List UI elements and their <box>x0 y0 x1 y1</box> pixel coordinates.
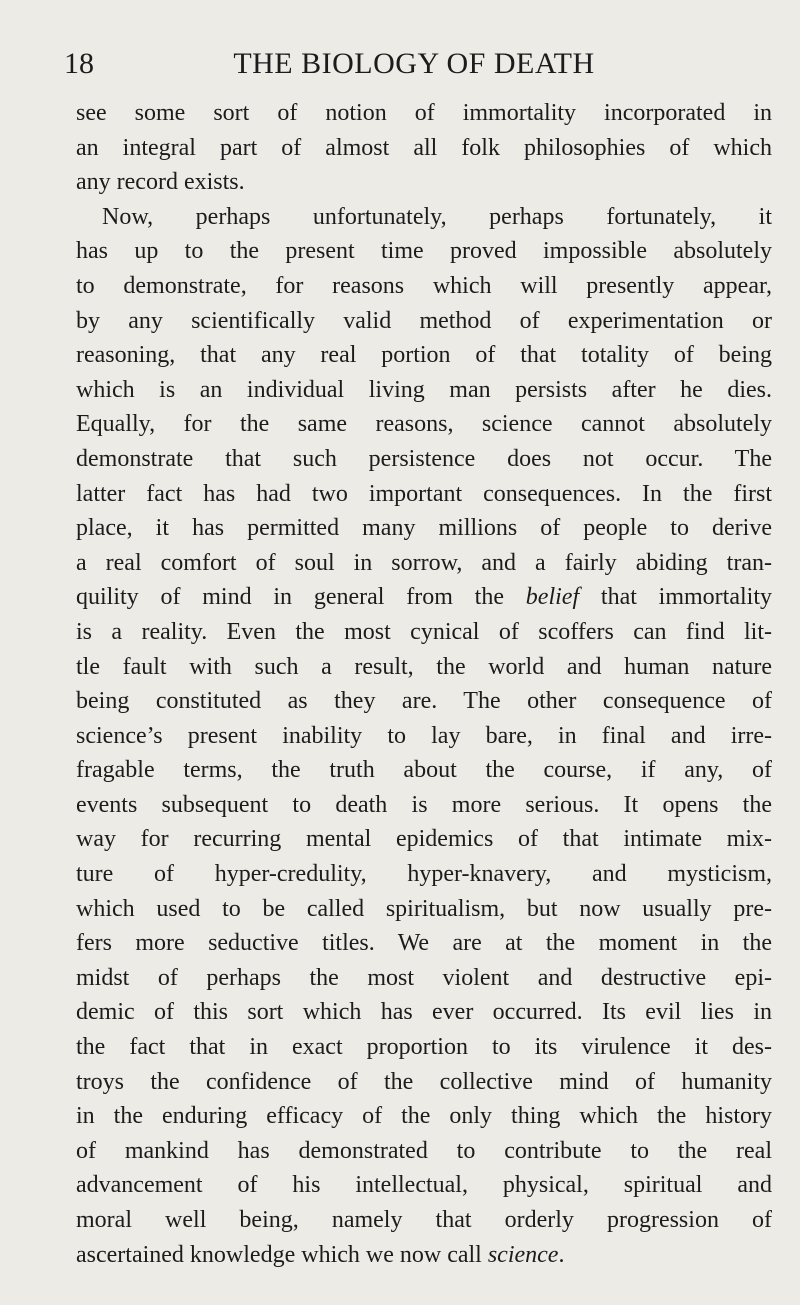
text-segment: . <box>558 1241 565 1268</box>
page-header <box>64 44 750 88</box>
text-line: in the enduring efficacy of the only thing which the history <box>76 1103 772 1130</box>
text-line: troys the confidence of the collective mind of humanity <box>76 1068 772 1095</box>
text-line: Equally, for the same reasons, science cannot absolutely <box>76 411 772 438</box>
text-line: events subsequent to death is more serious. It opens the <box>76 791 772 818</box>
text-line: way for recurring mental epidemics of that intimate mix- <box>76 826 772 853</box>
text-line: is a reality. Even the most cynical of scoffers can find lit- <box>76 618 772 645</box>
text-line: of mankind has demonstrated to contribute to the real <box>76 1137 772 1164</box>
text-line: has up to the present time proved impossible absolutely <box>76 238 772 265</box>
text-line: a real comfort of soul in sorrow, and a fairly abiding tran- <box>76 549 772 576</box>
page-number: 18 <box>64 47 94 80</box>
text-line: latter fact has had two important consequences. In the first <box>76 480 772 507</box>
body-paragraphs <box>76 96 772 1272</box>
text-line: midst of perhaps the most violent and destructive epi- <box>76 964 772 991</box>
text-line <box>76 1238 772 1273</box>
text-segment: ascertained knowledge which we now call <box>76 1241 488 1268</box>
text-segment: that immortality <box>579 584 772 611</box>
text-line: place, it has permitted many millions of people to derive <box>76 515 772 542</box>
text-line: ture of hyper-credulity, hyper-knavery, and mysticism, <box>76 861 772 888</box>
text-line: which is an individual living man persists after he dies. <box>76 376 772 403</box>
text-line: which used to be called spiritualism, but now usually pre- <box>76 895 772 922</box>
italic-word: science <box>487 1241 559 1268</box>
text-line: fragable terms, the truth about the course, if any, of <box>76 757 772 784</box>
text-line: any record exists. <box>76 169 245 196</box>
text-line: reasoning, that any real portion of that totality of being <box>76 342 772 369</box>
text-line: the fact that in exact proportion to its virulence it des- <box>76 1034 772 1061</box>
text-line: demic of this sort which has ever occurred. Its evil lies in <box>76 999 772 1026</box>
italic-word: belief <box>525 584 580 611</box>
text-line: Now, perhaps unfortunately, perhaps fortunately, it <box>102 203 772 230</box>
running-title: THE BIOLOGY OF DEATH <box>233 47 595 80</box>
text-line: to demonstrate, for reasons which will presently appear, <box>76 272 772 299</box>
text-line: see some sort of notion of immortality incorporated in <box>76 100 772 126</box>
text-line: advancement of his intellectual, physical, spiritual and <box>76 1172 772 1199</box>
text-line: science’s present inability to lay bare, in final and irre- <box>76 722 772 749</box>
text-line: demonstrate that such persistence does not occur. The <box>76 445 772 472</box>
text-line: being constituted as they are. The other consequence of <box>76 688 772 715</box>
text-line: an integral part of almost all folk philosophies of which <box>76 134 772 161</box>
text-line: by any scientifically valid method of experimentation or <box>76 307 772 334</box>
text-line: tle fault with such a result, the world and human nature <box>76 653 772 680</box>
text-line: fers more seductive titles. We are at the moment in the <box>76 930 772 957</box>
text-line <box>76 580 772 615</box>
text-line: moral well being, namely that orderly progression of <box>76 1207 772 1233</box>
text-segment: quility of mind in general from the <box>76 584 526 611</box>
